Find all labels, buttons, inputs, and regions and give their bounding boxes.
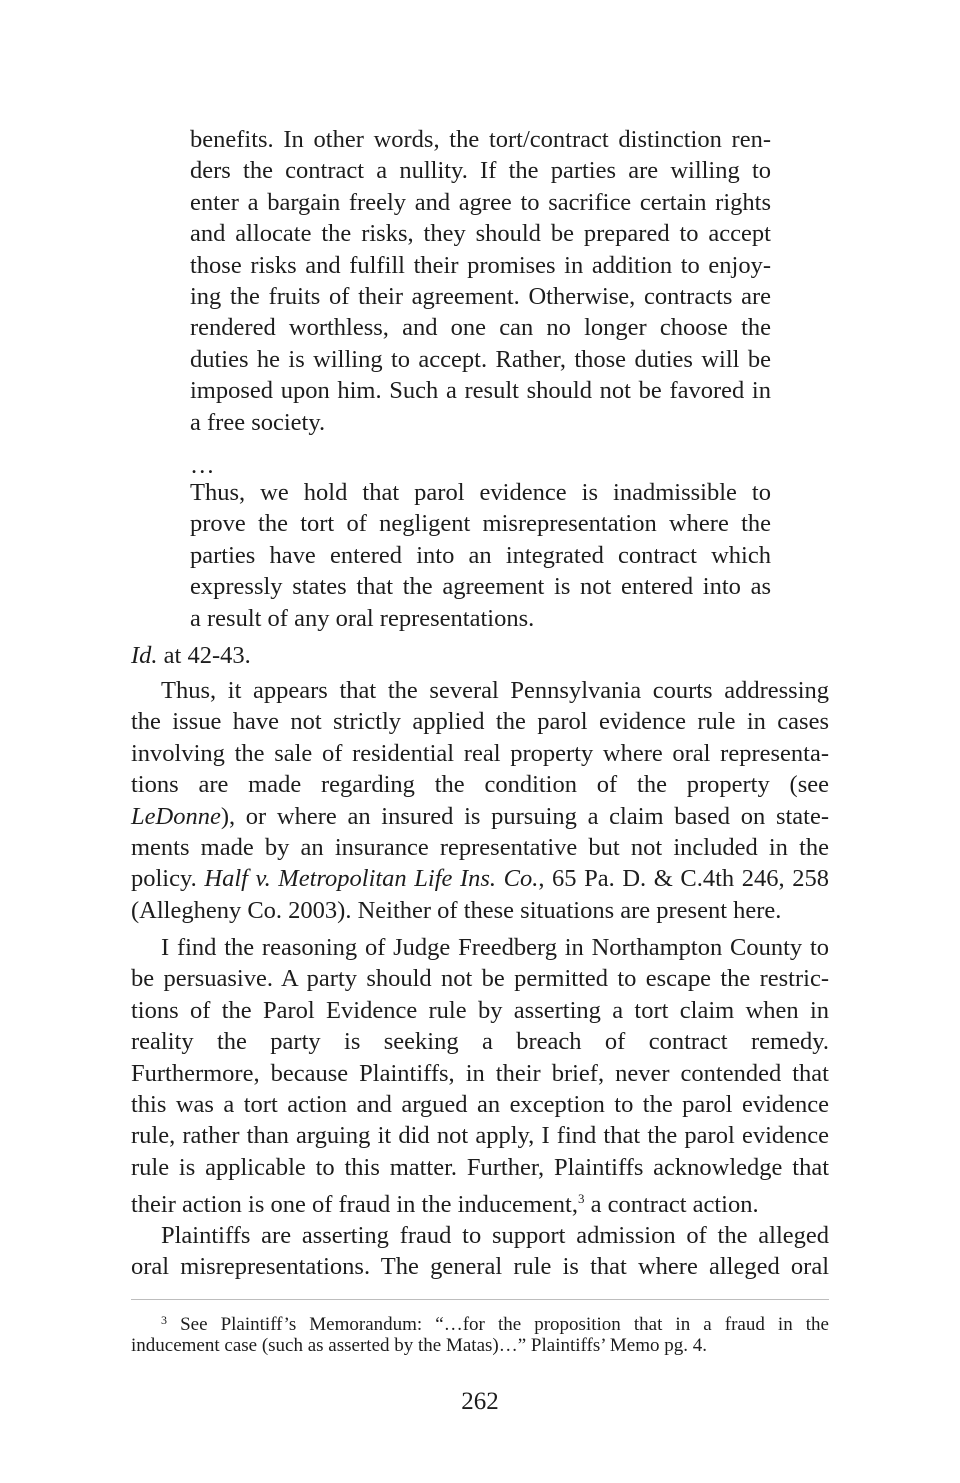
- paragraph-1: [131, 675, 829, 926]
- quote-line: a free society.: [190, 408, 326, 436]
- paragraph-3: [131, 1220, 829, 1283]
- quote-line: expressly states that the agreement is not entered into as: [190, 573, 771, 601]
- body-line: [131, 1183, 829, 1219]
- body-text: a contract action.: [584, 1191, 759, 1219]
- citation-pages: at 42-43.: [157, 642, 251, 669]
- body-text: their action is one of fraud in the inducement,: [131, 1191, 578, 1219]
- body-line: [131, 801, 829, 832]
- quote-line: a result of any oral representations.: [190, 604, 535, 632]
- body-line: Thus, it appears that the several Pennsylvania courts addressing: [161, 677, 829, 704]
- block-quote: [190, 124, 771, 438]
- quote-line: duties he is willing to accept. Rather, those duties will be: [190, 345, 771, 373]
- body-line: I find the reasoning of Judge Freedberg in Northampton County to: [161, 934, 829, 961]
- body-line: (Allegheny Co. 2003). Neither of these situations are present here.: [131, 896, 782, 924]
- quote-line: enter a bargain freely and agree to sacrifice certain rights: [190, 188, 771, 216]
- block-quote-continued: [190, 477, 771, 634]
- quote-line: prove the tort of negligent misrepresentation where the: [190, 510, 771, 538]
- body-text: policy.: [131, 865, 205, 893]
- quote-line: ders the contract a nullity. If the parties are willing to: [190, 157, 771, 185]
- page-number: 262: [461, 1388, 499, 1415]
- footnote: [131, 1308, 829, 1358]
- footnote-reference[interactable]: 3: [577, 1191, 585, 1207]
- body-line: the issue have not strictly applied the parol evidence rule in cases: [131, 708, 829, 736]
- case-name-ledonne: LeDonne: [131, 802, 221, 830]
- body-line: tions are made regarding the condition of the property (see: [131, 771, 829, 799]
- body-line: Furthermore, because Plaintiffs, in their brief, never contended that: [131, 1059, 829, 1087]
- body-line: Plaintiffs are asserting fraud to support admission of the alleged: [161, 1222, 829, 1249]
- body-line: this was a tort action and argued an exception to the parol evidence: [131, 1090, 829, 1118]
- body-text: , 65 Pa. D. & C.4th 246, 258: [538, 865, 829, 893]
- body-line: be persuasive. A party should not be permitted to escape the restric-: [131, 965, 829, 993]
- body-line: involving the sale of residential real property where oral representa-: [131, 739, 829, 767]
- paragraph-2: [131, 932, 829, 1219]
- body-text: ), or where an insured is pursuing a claim based on state-: [220, 802, 829, 830]
- quote-line: rendered worthless, and one can no longer choose the: [190, 314, 771, 342]
- footnote-line: inducement case (such as asserted by the Matas)…” Plaintiffs’ Memo pg. 4.: [131, 1335, 708, 1356]
- quote-line: benefits. In other words, the tort/contract distinction ren-: [190, 126, 771, 153]
- citation: [131, 640, 251, 671]
- quote-line: those risks and fulfill their promises in addition to enjoy-: [190, 251, 771, 279]
- body-line: rule, rather than arguing it did not apply, I find that the parol evidence: [131, 1122, 829, 1150]
- footnote-line: [131, 1308, 829, 1333]
- quote-line: imposed upon him. Such a result should not be favored in: [190, 377, 771, 405]
- body-line: oral misrepresentations. The general rule is that where alleged oral: [131, 1253, 829, 1281]
- quote-line: Thus, we hold that parol evidence is inadmissible to: [190, 479, 771, 506]
- body-line: rule is applicable to this matter. Further, Plaintiffs acknowledge that: [131, 1153, 829, 1181]
- quote-line: parties have entered into an integrated contract which: [190, 541, 771, 569]
- footnote-text: See Plaintiff’s Memorandum: “…for the proposition that in a fraud in the: [167, 1314, 829, 1335]
- citation-id: Id.: [131, 642, 158, 669]
- quote-ellipsis: …: [190, 452, 215, 479]
- body-line: reality the party is seeking a breach of contract remedy.: [131, 1028, 829, 1056]
- footnote-number: 3: [161, 1313, 167, 1327]
- body-line: [131, 863, 829, 894]
- quote-line: ing the fruits of their agreement. Otherwise, contracts are: [190, 282, 771, 310]
- quote-line: and allocate the risks, they should be prepared to accept: [190, 220, 771, 248]
- footnote-divider: [131, 1299, 829, 1300]
- case-name-half: Half v. Metropolitan Life Ins. Co.: [204, 865, 539, 893]
- body-line: ments made by an insurance representative but not included in the: [131, 833, 829, 861]
- body-line: tions of the Parol Evidence rule by asserting a tort claim when in: [131, 996, 829, 1024]
